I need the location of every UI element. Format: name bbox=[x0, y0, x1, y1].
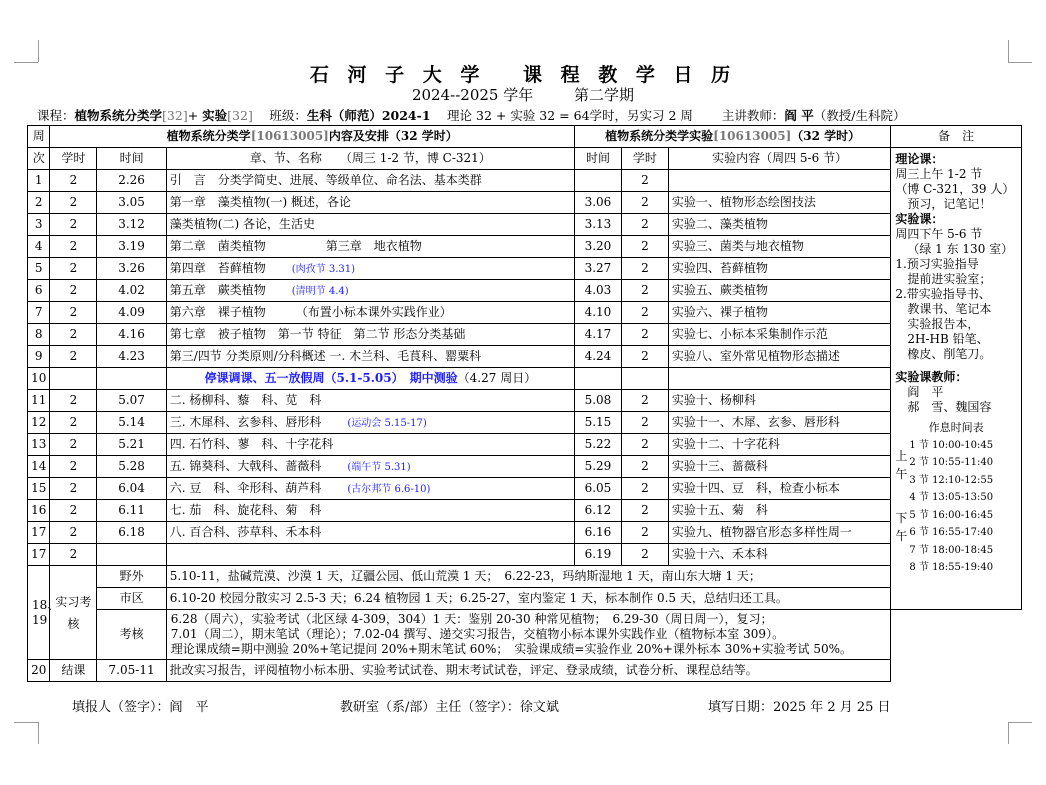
lab-date-cell: 4.10 bbox=[574, 302, 621, 324]
hours-cell: 2 bbox=[50, 346, 97, 368]
class-name: 生科（师范）2024-1 bbox=[306, 108, 431, 123]
lab-hours-cell: 2 bbox=[621, 324, 668, 346]
table-row bbox=[28, 434, 1022, 456]
lab-content-cell: 实验十五、菊 科 bbox=[668, 500, 890, 522]
lab-hours-cell: 2 bbox=[621, 192, 668, 214]
content-cell bbox=[166, 192, 574, 214]
lab-date-cell: 3.20 bbox=[574, 236, 621, 258]
date-cell: 3.12 bbox=[97, 214, 166, 236]
lab-date-cell bbox=[574, 368, 621, 390]
notes-line: 2.带实验指导书、 bbox=[895, 287, 991, 301]
reporter-signature: 填报人（签字）：阎 平 bbox=[72, 700, 209, 715]
content-cell bbox=[166, 390, 574, 412]
content-cell bbox=[166, 500, 574, 522]
schedule-am-list bbox=[909, 437, 993, 507]
table-row bbox=[28, 478, 1022, 500]
lab-hours-cell: 2 bbox=[621, 280, 668, 302]
content-text: 七. 茄 科、旋花科、菊 科 bbox=[169, 503, 322, 517]
week-cell: 15 bbox=[28, 478, 50, 500]
lab-content-cell: 实验十二、十字花科 bbox=[668, 434, 890, 456]
page-title: 石 河 子 大 学 课 程 教 学 日 历 bbox=[309, 64, 737, 86]
final-label-cell: 结课 bbox=[50, 660, 97, 682]
content-cell bbox=[166, 412, 574, 434]
table-row bbox=[28, 456, 1022, 478]
week-cell: 11 bbox=[28, 390, 50, 412]
schedule-slot: 5 节 16:00-16:45 bbox=[909, 509, 994, 521]
table-row bbox=[28, 280, 1022, 302]
lab-hours-cell: 2 bbox=[621, 236, 668, 258]
hours-cell: 2 bbox=[50, 302, 97, 324]
header-row-2 bbox=[28, 148, 1022, 170]
theory-suffix: 内容及安排（32 学时） bbox=[328, 129, 458, 143]
lab-hours-cell: 2 bbox=[621, 500, 668, 522]
lab-content-cell: 实验十六、禾本科 bbox=[668, 544, 890, 566]
table-row bbox=[28, 544, 1022, 566]
lab-content-header: 实验内容（周四 5-6 节） bbox=[668, 148, 890, 170]
exam-line: 6.28（周六），实验考试（北区绿 4-309，304）1 天：鉴别 20-30 种常见植物； 6.29-30（周日周一），复习； bbox=[170, 612, 773, 626]
lab-content-cell: 实验四、苔藓植物 bbox=[668, 258, 890, 280]
content-text: 第一章 藻类植物(一) 概述，各论 bbox=[169, 195, 351, 209]
date-cell: 5.28 bbox=[97, 456, 166, 478]
fill-date: 填写日期：2025 年 2 月 25 日 bbox=[708, 700, 891, 715]
hours-cell: 2 bbox=[50, 412, 97, 434]
notes-line: 橡皮、削笔刀。 bbox=[907, 347, 992, 361]
lab-date-cell: 5.22 bbox=[574, 434, 621, 456]
date-cell: 5.21 bbox=[97, 434, 166, 456]
notes-line: 提前进实验室； bbox=[907, 272, 992, 286]
practice-label-cell: 实习考核 bbox=[50, 566, 97, 660]
hours-cell: 2 bbox=[50, 324, 97, 346]
crop-mark bbox=[38, 722, 39, 744]
field-text-cell: 5.10-11，盐碱荒漠、沙漠 1 天，辽疆公园、低山荒漠 1 天； 6.22-23，玛纳斯湿地 1 天，南山东大塘 1 天； bbox=[166, 566, 891, 588]
lab-hours-cell: 2 bbox=[621, 214, 668, 236]
lab-content-cell: 实验十四、豆 科，检查小标本 bbox=[668, 478, 890, 500]
pm-label: 下午 bbox=[895, 510, 908, 543]
table-row bbox=[28, 258, 1022, 280]
lab-header bbox=[574, 126, 890, 148]
lab-name: 实验 bbox=[202, 108, 228, 123]
week-cell: 3 bbox=[28, 214, 50, 236]
table-row bbox=[28, 390, 1022, 412]
week-cell: 1 bbox=[28, 170, 50, 192]
week-cell: 14 bbox=[28, 456, 50, 478]
week-cell: 8 bbox=[28, 324, 50, 346]
crop-mark bbox=[1008, 722, 1009, 744]
theory-code: [10613005] bbox=[250, 129, 329, 143]
hours-cell: 2 bbox=[50, 544, 97, 566]
schedule-slot: 7 节 18:00-18:45 bbox=[909, 544, 994, 556]
hours-cell: 2 bbox=[50, 192, 97, 214]
table-row bbox=[28, 236, 1022, 258]
notes-line: 阎 平 bbox=[907, 385, 944, 399]
date-cell: 4.02 bbox=[97, 280, 166, 302]
course-name: 植物系统分类学 bbox=[74, 108, 163, 123]
week-header-2: 次 bbox=[28, 148, 50, 170]
schedule-slot: 2 节 10:55-11:40 bbox=[909, 457, 994, 468]
date-cell: 6.18 bbox=[97, 522, 166, 544]
lab-hours-cell: 2 bbox=[621, 346, 668, 368]
lab-time-header: 时间 bbox=[574, 148, 621, 170]
lab-date-cell: 4.24 bbox=[574, 346, 621, 368]
table-row bbox=[28, 214, 1022, 236]
content-text: 第三/四节 分类原则/分科概述 一. 木兰科、毛茛科、罂粟科 bbox=[169, 349, 482, 363]
practice-week-cell: 18、19 bbox=[28, 566, 50, 660]
notes-line: （绿 1 东 130 室） bbox=[907, 242, 1014, 256]
final-text-cell: 批改实习报告，评阅植物小标本册、实验考试试卷、期末考试试卷，评定、登录成绩，试卷分析、课程总结等。 bbox=[166, 660, 891, 682]
lab-content-cell: 实验九、植物器官形态多样性周一 bbox=[668, 522, 890, 544]
date-cell bbox=[97, 544, 166, 566]
hours-cell: 2 bbox=[50, 478, 97, 500]
lab-date-cell: 5.29 bbox=[574, 456, 621, 478]
hours-cell: 2 bbox=[50, 236, 97, 258]
date-cell: 3.26 bbox=[97, 258, 166, 280]
practice-row-city bbox=[28, 588, 1022, 610]
lab-title: 植物系统分类学实验 bbox=[605, 129, 714, 143]
content-text: 第七章 被子植物 第一节 特征 第二节 形态分类基础 bbox=[169, 327, 466, 341]
table-row bbox=[28, 170, 1022, 192]
notes-theory-heading: 理论课： bbox=[895, 152, 944, 166]
lab-date-cell: 5.08 bbox=[574, 390, 621, 412]
content-text: 三. 木犀科、玄参科、唇形科 bbox=[169, 414, 322, 429]
date-cell: 5.14 bbox=[97, 412, 166, 434]
time-header: 时间 bbox=[97, 148, 166, 170]
content-cell bbox=[166, 522, 574, 544]
class-prefix: 班级： bbox=[269, 108, 307, 123]
week-header: 周 bbox=[28, 126, 50, 148]
hours-cell: 2 bbox=[50, 280, 97, 302]
content-text: 引 言 分类学简史、进展、等级单位、命名法、基本类群 bbox=[169, 173, 482, 187]
week-cell: 9 bbox=[28, 346, 50, 368]
plus-sign: + bbox=[187, 108, 203, 123]
hours-cell: 2 bbox=[50, 500, 97, 522]
city-label-cell: 市区 bbox=[97, 588, 166, 610]
hours-cell: 2 bbox=[50, 434, 97, 456]
content-cell bbox=[166, 368, 574, 390]
content-text: 藻类植物(二) 各论，生活史 bbox=[169, 217, 315, 231]
lab-date-cell: 6.16 bbox=[574, 522, 621, 544]
midterm-label: 期中测验 bbox=[409, 371, 458, 385]
content-text: 五. 锦葵科、大戟科、蔷薇科 bbox=[169, 458, 322, 473]
lab-code: [10613005] bbox=[713, 129, 792, 143]
lab-content-cell bbox=[668, 368, 890, 390]
lab-hours-cell: 2 bbox=[621, 522, 668, 544]
lab-date-cell: 6.12 bbox=[574, 500, 621, 522]
content-cell bbox=[166, 324, 574, 346]
content-cell bbox=[166, 302, 574, 324]
schedule-slot: 6 节 16:55-17:40 bbox=[909, 527, 994, 538]
hours-cell: 2 bbox=[50, 258, 97, 280]
holiday-notice: 停课调课、五一放假周（5.1-5.05） bbox=[204, 371, 398, 385]
date-cell: 2.26 bbox=[97, 170, 166, 192]
content-cell bbox=[166, 478, 574, 500]
exam-text-cell bbox=[166, 610, 891, 660]
lab-date-cell: 6.05 bbox=[574, 478, 621, 500]
date-cell: 4.16 bbox=[97, 324, 166, 346]
content-cell bbox=[166, 346, 574, 368]
date-cell: 4.09 bbox=[97, 302, 166, 324]
schedule-slot: 4 节 13:05-13:50 bbox=[909, 492, 994, 503]
notes-line: 实验报告本， bbox=[907, 317, 980, 331]
lab-date-cell: 3.27 bbox=[574, 258, 621, 280]
content-cell bbox=[166, 456, 574, 478]
lab-content-cell: 实验十一、木犀、玄参、唇形科 bbox=[668, 412, 890, 434]
schedule-pm bbox=[895, 507, 1017, 577]
week-cell: 12 bbox=[28, 412, 50, 434]
holiday-tag: (肉孜节 3.31) bbox=[291, 263, 356, 275]
lab-date-cell: 4.03 bbox=[574, 280, 621, 302]
lab-hours-cell: 2 bbox=[621, 390, 668, 412]
date-cell: 3.05 bbox=[97, 192, 166, 214]
theory-header bbox=[50, 126, 575, 148]
content-cell bbox=[166, 280, 574, 302]
lab-content-cell: 实验七、小标本采集制作示范 bbox=[668, 324, 890, 346]
hours-summary: 理论 32 + 实验 32 = 64学时，另实习 2 周 bbox=[447, 108, 693, 123]
lab-hours-header: 学时 bbox=[621, 148, 668, 170]
hours-cell bbox=[50, 368, 97, 390]
week-cell: 6 bbox=[28, 280, 50, 302]
course-info-line bbox=[37, 106, 1027, 124]
content-text: 二. 杨柳科、藜 科、苋 科 bbox=[169, 393, 322, 407]
content-cell bbox=[166, 544, 574, 566]
hours-cell: 2 bbox=[50, 456, 97, 478]
week-cell: 5 bbox=[28, 258, 50, 280]
date-cell: 6.04 bbox=[97, 478, 166, 500]
notes-line: 2H-HB 铅笔、 bbox=[907, 332, 989, 346]
content-text: 四. 石竹科、蓼 科、十字花科 bbox=[169, 437, 334, 451]
notes-header: 备 注 bbox=[891, 126, 1022, 148]
am-label: 上午 bbox=[895, 448, 908, 481]
schedule-heading: 作息时间表 bbox=[928, 421, 984, 434]
table-row bbox=[28, 192, 1022, 214]
table-row bbox=[28, 522, 1022, 544]
lab-content-cell: 实验六、裸子植物 bbox=[668, 302, 890, 324]
class-schedule bbox=[895, 419, 1017, 577]
lab-content-cell: 实验二、藻类植物 bbox=[668, 214, 890, 236]
calendar-table bbox=[27, 125, 1022, 682]
table-row-week10 bbox=[28, 368, 1022, 390]
header-row-1 bbox=[28, 126, 1022, 148]
lab-hours-cell: 2 bbox=[621, 456, 668, 478]
final-row bbox=[28, 660, 1022, 682]
table-row bbox=[28, 324, 1022, 346]
content-cell bbox=[166, 214, 574, 236]
holiday-tag: (清明节 4.4) bbox=[291, 285, 349, 297]
exam-line: 7.01（周二），期末笔试（理论）；7.02-04 撰写、递交实习报告，交植物小标本课外实践作业（植物标本室 309）。 bbox=[170, 627, 785, 641]
week-cell: 17 bbox=[28, 522, 50, 544]
holiday-tag: (运动会 5.15-17) bbox=[347, 417, 427, 429]
final-date-cell: 7.05-11 bbox=[97, 660, 166, 682]
content-text: 第六章 裸子植物 （布置小标本课外实践作业） bbox=[169, 305, 452, 319]
notes-lab-heading: 实验课： bbox=[895, 212, 944, 226]
lab-hours-cell bbox=[621, 368, 668, 390]
schedule-slot: 1 节 10:00-10:45 bbox=[909, 439, 994, 451]
director-signature: 教研室（系/部）主任（签字）：徐文斌 bbox=[340, 700, 559, 715]
week-cell: 2 bbox=[28, 192, 50, 214]
lab-date-cell: 4.17 bbox=[574, 324, 621, 346]
week-cell: 20 bbox=[28, 660, 50, 682]
week-cell: 16 bbox=[28, 500, 50, 522]
lab-date-cell: 3.06 bbox=[574, 192, 621, 214]
course-hours: [32] bbox=[162, 108, 188, 123]
lab-suffix: （32 学时） bbox=[791, 129, 861, 143]
week-cell: 13 bbox=[28, 434, 50, 456]
lab-hours-cell: 2 bbox=[621, 170, 668, 192]
academic-year: 2024--2025 学年 bbox=[411, 86, 534, 104]
exam-label-cell: 考核 bbox=[97, 610, 166, 660]
date-cell: 5.07 bbox=[97, 390, 166, 412]
midterm-date: （4.27 周日） bbox=[457, 371, 537, 385]
schedule-slot: 8 节 18:55-19:40 bbox=[909, 562, 994, 573]
notes-line: 周三上午 1-2 节 bbox=[895, 167, 983, 181]
notes-line: 教课书、笔记本 bbox=[907, 302, 992, 316]
notes-line: 周四下午 5-6 节 bbox=[895, 227, 983, 241]
lab-date-cell: 3.13 bbox=[574, 214, 621, 236]
week-cell: 10 bbox=[28, 368, 50, 390]
holiday-tag: (古尔邦节 6.6-10) bbox=[347, 483, 431, 495]
practice-row-field bbox=[28, 566, 1022, 588]
field-label-cell: 野外 bbox=[97, 566, 166, 588]
hours-cell: 2 bbox=[50, 170, 97, 192]
lab-hours-cell: 2 bbox=[621, 434, 668, 456]
week-cell: 7 bbox=[28, 302, 50, 324]
table-row bbox=[28, 412, 1022, 434]
content-text: 第四章 苔藓植物 bbox=[169, 260, 266, 275]
lab-hours-cell: 2 bbox=[621, 478, 668, 500]
week-cell: 4 bbox=[28, 236, 50, 258]
theory-title: 植物系统分类学 bbox=[166, 129, 251, 143]
table-row bbox=[28, 302, 1022, 324]
lab-date-cell: 5.15 bbox=[574, 412, 621, 434]
date-cell: 6.11 bbox=[97, 500, 166, 522]
city-text-cell: 6.10-20 校园分散实习 2.5-3 天；6.24 植物园 1 天；6.25-27，室内鉴定 1 天，标本制作 0.5 天，总结归还工具。 bbox=[166, 588, 891, 610]
exam-line: 理论课成绩=期中测验 20%+笔记提问 20%+期末笔试 60%； 实验课成绩=实验作业 20%+课外标本 30%+实验考试 50%。 bbox=[170, 642, 853, 656]
schedule-pm-list bbox=[909, 507, 993, 577]
hours-cell: 2 bbox=[50, 522, 97, 544]
table-row bbox=[28, 500, 1022, 522]
content-text: 八. 百合科、莎草科、禾本科 bbox=[169, 525, 322, 539]
schedule-am bbox=[895, 437, 1017, 507]
notes-line: 郝 雪、魏国容 bbox=[907, 400, 992, 414]
content-text: 第二章 菌类植物 第三章 地衣植物 bbox=[169, 239, 422, 253]
hours-cell: 2 bbox=[50, 214, 97, 236]
table-row bbox=[28, 346, 1022, 368]
lab-content-cell: 实验十、杨柳科 bbox=[668, 390, 890, 412]
lab-content-cell: 实验一、植物形态绘图技法 bbox=[668, 192, 890, 214]
lab-hours-cell: 2 bbox=[621, 544, 668, 566]
lab-hours: [32] bbox=[227, 108, 253, 123]
lab-content-cell: 实验十三、蔷薇科 bbox=[668, 456, 890, 478]
lab-content-cell: 实验三、菌类与地衣植物 bbox=[668, 236, 890, 258]
content-cell bbox=[166, 434, 574, 456]
lab-date-cell bbox=[574, 170, 621, 192]
date-cell bbox=[97, 368, 166, 390]
notes-teacher-heading: 实验课教师： bbox=[895, 370, 968, 384]
page-subtitle bbox=[0, 84, 1046, 105]
content-cell bbox=[166, 258, 574, 280]
week-cell: 17 bbox=[28, 544, 50, 566]
lab-hours-cell: 2 bbox=[621, 258, 668, 280]
notes-line: 1.预习实验指导 bbox=[895, 257, 979, 271]
content-cell bbox=[166, 170, 574, 192]
course-prefix: 课程： bbox=[37, 108, 75, 123]
teacher-note: （教授/生科院） bbox=[813, 108, 906, 123]
holiday-tag: (端午节 5.31) bbox=[347, 461, 411, 473]
notes-line: （博 C-321，39 人） bbox=[895, 182, 1015, 196]
content-text: 六. 豆 科、伞形科、葫芦科 bbox=[169, 480, 322, 495]
practice-row-exam bbox=[28, 610, 1022, 660]
notes-column bbox=[891, 148, 1022, 610]
lab-content-cell bbox=[668, 170, 890, 192]
date-cell: 4.23 bbox=[97, 346, 166, 368]
lab-content-cell: 实验五、蕨类植物 bbox=[668, 280, 890, 302]
hours-cell: 2 bbox=[50, 390, 97, 412]
crop-mark bbox=[14, 722, 38, 723]
crop-mark bbox=[1008, 40, 1009, 62]
crop-mark bbox=[1008, 722, 1032, 723]
lab-hours-cell: 2 bbox=[621, 412, 668, 434]
term: 第二学期 bbox=[574, 86, 635, 104]
lab-date-cell: 6.19 bbox=[574, 544, 621, 566]
crop-mark bbox=[38, 40, 39, 62]
content-cell bbox=[166, 236, 574, 258]
chapter-header: 章、节、名称 （周三 1-2 节，博 C-321） bbox=[166, 148, 574, 170]
hours-header: 学时 bbox=[50, 148, 97, 170]
notes-line: 预习，记笔记！ bbox=[907, 197, 992, 211]
date-cell: 3.19 bbox=[97, 236, 166, 258]
teacher-prefix: 主讲教师： bbox=[721, 108, 785, 123]
lab-hours-cell: 2 bbox=[621, 302, 668, 324]
teacher-name: 阎 平 bbox=[784, 108, 814, 123]
schedule-slot: 3 节 12:10-12:55 bbox=[909, 474, 994, 486]
lab-content-cell: 实验八、室外常见植物形态描述 bbox=[668, 346, 890, 368]
content-text: 第五章 蕨类植物 bbox=[169, 282, 266, 297]
